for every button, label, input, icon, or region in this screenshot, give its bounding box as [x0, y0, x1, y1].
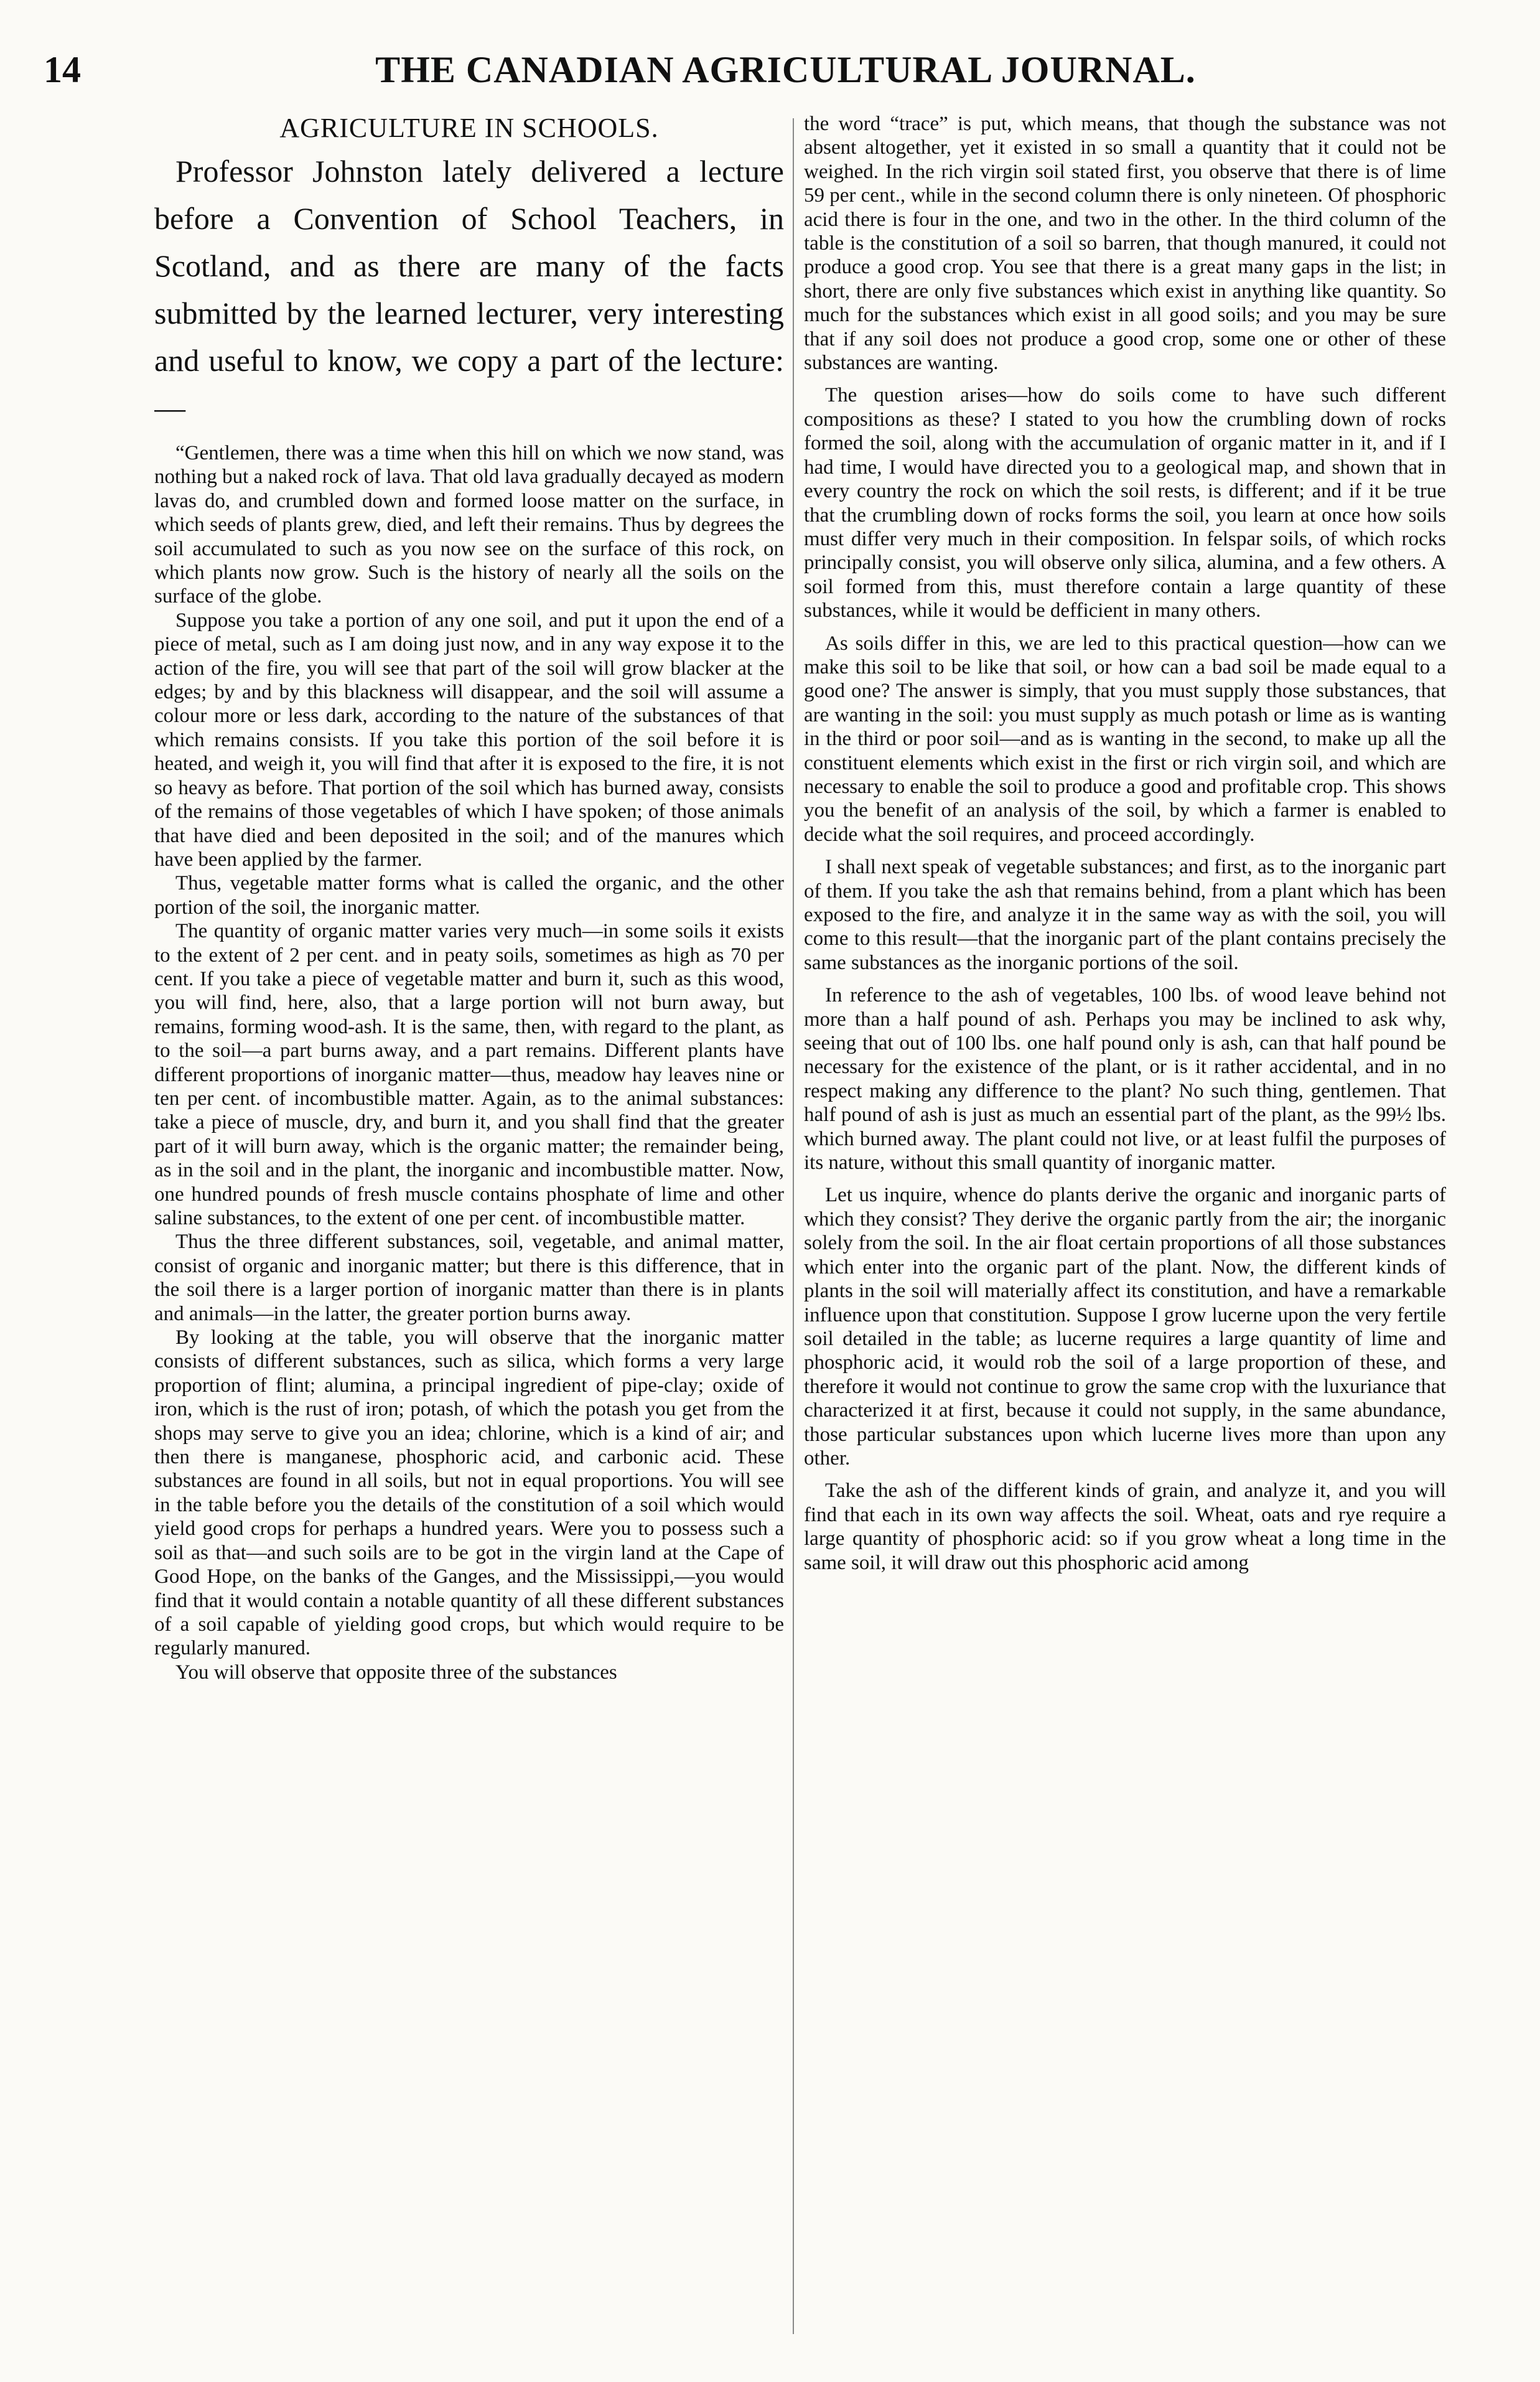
- body-paragraph: In reference to the ash of vegetables, 100 lbs. of wood leave behind not more than a half pound of ash. Perhaps you may be inclined to ask why, seeing that out of 100 lbs. one half pound only is ash, can that half pound be necessary for the existence of the plant, or is it rather accidental, and in no respect making any difference to the plant? No such thing, gentlemen. That half pound of ash is just as much an essential part of the plant, as the 99½ lbs. which burned away. The plant could not live, or at least fulfil the purposes of its nature, without this small quantity of inorganic matter.: [804, 984, 1446, 1175]
- running-title: THE CANADIAN AGRICULTURAL JOURNAL.: [375, 49, 1196, 90]
- page-header: [44, 49, 1440, 105]
- body-paragraph: Take the ash of the different kinds of grain, and analyze it, and you will find that each in its own way affects the soil. Wheat, oats and rye require a large quantity of phosphoric acid: so if you grow wheat a long time in the same soil, it will draw out this phosphoric acid among: [804, 1479, 1446, 1574]
- article-lead: Professor Johnston lately delivered a lecture before a Convention of School Teachers, in Scotland, and as there are many of the facts submitted by the learned lecturer, very interesting and useful to know, we copy a part of the lecture:—: [154, 154, 784, 425]
- page-number: 14: [44, 49, 81, 90]
- body-paragraph: Suppose you take a portion of any one soil, and put it upon the end of a piece of metal, such as I am doing just now, and in any way expose it to the action of the fire, you will see that part of the soil will grow blacker at the edges; by and by this blackness will disappear, and the soil will assume a colour more or less dark, according to the nature of the substances of that which remains consists. If you take this portion of the soil before it is heated, and weigh it, you will find that after it is exposed to the fire, it is not so heavy as before. That portion of the soil which has burned away, consists of the remains of those vegetables of which I have spoken; of those animals that have died and been deposited in the soil; and of the manures which have been applied by the farmer.: [154, 609, 784, 871]
- body-paragraph: I shall next speak of vegetable substances; and first, as to the inorganic part of them. If you take the ash that remains behind, from a plant which has been exposed to the fire, and analyze it in the same way as with the soil, you will come to this result—that the inorganic part of the plant contains precisely the same substances as the inorganic portions of the soil.: [804, 856, 1446, 974]
- body-paragraph: As soils differ in this, we are led to this practical question—how can we make this soil to be like that soil, or how can a bad soil be made equal to a good one? The answer is simply, that you must supply those substances, that are wanting in the soil: you must supply as much potash or lime as is wanting in the third or poor soil—and as is wanting in the second, to make up all the constituent elements which exist in the first or rich virgin soil, and which are necessary to enable the soil to produce a good and profitable crop. This shows you the benefit of an analysis of the soil, by which a farmer is enabled to decide what the soil requires, and proceed accordingly.: [804, 632, 1446, 846]
- body-paragraph: By looking at the table, you will observe that the inorganic matter consists of different substances, such as silica, which forms a very large proportion of flint; alumina, a principal ingredient of pipe-clay; oxide of iron, which is the rust of iron; potash, of which the potash you get from the shops may serve to give you an idea; chlorine, which is a kind of air; and then there is manganese, phosphoric acid, and carbonic acid. These substances are found in all soils, but not in equal proportions. You will see in the table before you the details of the constitution of a soil which would yield good crops for perhaps a hundred years. Were you to possess such a soil as that—and such soils are to be got in the virgin land at the Cape of Good Hope, on the banks of the Ganges, and the Mississippi,—you would find that it would contain a notable quantity of all these different substances of a soil capable of yielding good crops, but which would require to be regularly manured.: [154, 1326, 784, 1660]
- body-paragraph: Thus, vegetable matter forms what is called the organic, and the other portion of the soil, the inorganic matter.: [154, 872, 784, 919]
- body-paragraph: The quantity of organic matter varies very much—in some soils it exists to the extent of 2 per cent. and in peaty soils, sometimes as high as 70 per cent. If you take a piece of vegetable matter and burn it, such as this wood, you will find, here, also, that a large portion will not burn away, but remains, forming wood-ash. It is the same, then, with regard to the plant, as to the soil—a part burns away, and a part remains. Different plants have different proportions of inorganic matter—thus, meadow hay leaves nine or ten per cent. of incombustible matter. Again, as to the animal substances: take a piece of muscle, dry, and burn it, and you shall find that the greater part of it will burn away, which is the organic matter; the remainder being, as in the soil and in the plant, the inorganic and incombustible matter. Now, one hundred pounds of fresh muscle contains phosphate of lime and other saline substances, to the extent of one per cent. of incombustible matter.: [154, 920, 784, 1229]
- body-paragraph: The question arises—how do soils come to have such different compositions as these? I stated to you how the crumbling down of rocks formed the soil, along with the accumulation of organic matter in it, and if I had time, I would have directed you to a geological map, and shown that in every country the rock on which the soil rests, is different; and if it be true that the crumbling down of rocks forms the soil, you learn at once how soils must differ very much in their composition. In felspar soils, of which rocks principally consist, you will observe only silica, alumina, and a few others. A soil formed from this, must therefore contain a large quantity of these substances, while it would be defficient in many others.: [804, 384, 1446, 622]
- body-paragraph: You will observe that opposite three of the substances: [175, 1661, 617, 1684]
- body-paragraph: Thus the three different substances, soil, vegetable, and animal matter, consist of organic and inorganic matter; but there is this difference, that in the soil there is a larger portion of inorganic matter than there is in plants and animals—in the latter, the greater portion burns away.: [154, 1231, 784, 1325]
- column-divider: [793, 118, 794, 2334]
- article-title: AGRICULTURE IN SCHOOLS.: [279, 113, 659, 143]
- body-paragraph: the word “trace” is put, which means, that though the substance was not absent altogether, yet it existed in so small a quantity that it could not be weighed. In the rich virgin soil stated first, you observe that there is of lime 59 per cent., while in the second column there is only nineteen. Of phosphoric acid there is four in the one, and two in the other. In the third column of the table is the constitution of a soil so barren, that though manured, it could not produce a good crop. You see that there is a great many gaps in the list; in short, there are only five substances which exist in anything like quantity. So much for the substances which exist in all good soils; and you may be sure that if any soil does not produce a good crop, some one or other of these substances are wanting.: [804, 113, 1446, 375]
- body-paragraph: Let us inquire, whence do plants derive the organic and inorganic parts of which they consist? They derive the organic partly from the air; the inorganic solely from the soil. In the air float certain proportions of all those substances which enter into the organic part of the plant. Now, the different kinds of plants in the soil will materially affect its constitution, and have a remarkable influence upon that constitution. Suppose I grow lucerne upon the very fertile soil detailed in the table; as lucerne requires a large quantity of lime and phosphoric acid, it would rob the soil of a large proportion of these, and therefore it would not continue to grow the same crop with the luxuriance that characterized it at first, because it could not supply, in the same abundance, those particular substances upon which lucerne lives more than upon any other.: [804, 1184, 1446, 1470]
- right-column: [804, 112, 1446, 2347]
- body-paragraph: “Gentlemen, there was a time when this hill on which we now stand, was nothing but a naked rock of lava. That old lava gradually decayed as modern lavas do, and crumbled down and formed loose matter on the surface, in which seeds of plants grew, died, and left their remains. Thus by degrees the soil accumulated to such as you now see on the surface of this rock, on which plants now grow. Such is the history of nearly all the soils on the surface of the globe.: [154, 442, 784, 608]
- left-column: [154, 112, 784, 2347]
